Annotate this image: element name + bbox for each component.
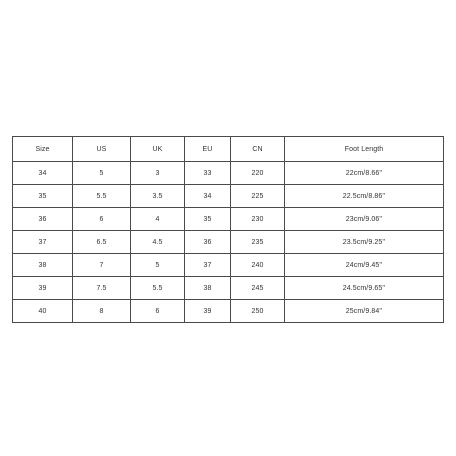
cell-us: 6.5 [73, 231, 131, 254]
cell-us: 7.5 [73, 277, 131, 300]
size-chart-table [12, 136, 444, 323]
cell-size: 38 [13, 254, 73, 277]
cell-cn: 235 [231, 231, 285, 254]
cell-us: 6 [73, 208, 131, 231]
header-row [13, 137, 444, 162]
header-us: US [73, 137, 131, 162]
header-cn: CN [231, 137, 285, 162]
cell-us: 8 [73, 300, 131, 323]
header-foot-length: Foot Length [285, 137, 444, 162]
cell-foot-length: 25cm/9.84'' [285, 300, 444, 323]
cell-foot-length: 22.5cm/8.86'' [285, 185, 444, 208]
cell-cn: 245 [231, 277, 285, 300]
table-row [13, 162, 444, 185]
size-chart-body [13, 137, 444, 323]
cell-foot-length: 23cm/9.06'' [285, 208, 444, 231]
table-row [13, 300, 444, 323]
cell-us: 5.5 [73, 185, 131, 208]
cell-us: 7 [73, 254, 131, 277]
header-size: Size [13, 137, 73, 162]
cell-foot-length: 24.5cm/9.65'' [285, 277, 444, 300]
cell-uk: 4 [131, 208, 185, 231]
cell-eu: 36 [185, 231, 231, 254]
cell-cn: 225 [231, 185, 285, 208]
cell-eu: 35 [185, 208, 231, 231]
cell-eu: 33 [185, 162, 231, 185]
table-row [13, 231, 444, 254]
cell-foot-length: 23.5cm/9.25'' [285, 231, 444, 254]
cell-cn: 220 [231, 162, 285, 185]
cell-uk: 4.5 [131, 231, 185, 254]
cell-cn: 230 [231, 208, 285, 231]
header-uk: UK [131, 137, 185, 162]
table-row [13, 277, 444, 300]
cell-foot-length: 24cm/9.45'' [285, 254, 444, 277]
cell-uk: 3.5 [131, 185, 185, 208]
cell-size: 39 [13, 277, 73, 300]
cell-cn: 240 [231, 254, 285, 277]
table-row [13, 254, 444, 277]
cell-size: 37 [13, 231, 73, 254]
cell-size: 40 [13, 300, 73, 323]
cell-size: 34 [13, 162, 73, 185]
cell-eu: 39 [185, 300, 231, 323]
cell-us: 5 [73, 162, 131, 185]
cell-foot-length: 22cm/8.66'' [285, 162, 444, 185]
cell-eu: 34 [185, 185, 231, 208]
cell-size: 35 [13, 185, 73, 208]
header-eu: EU [185, 137, 231, 162]
cell-eu: 38 [185, 277, 231, 300]
table-row [13, 208, 444, 231]
table-row [13, 185, 444, 208]
cell-uk: 5.5 [131, 277, 185, 300]
cell-eu: 37 [185, 254, 231, 277]
cell-cn: 250 [231, 300, 285, 323]
cell-uk: 3 [131, 162, 185, 185]
cell-uk: 5 [131, 254, 185, 277]
cell-size: 36 [13, 208, 73, 231]
cell-uk: 6 [131, 300, 185, 323]
